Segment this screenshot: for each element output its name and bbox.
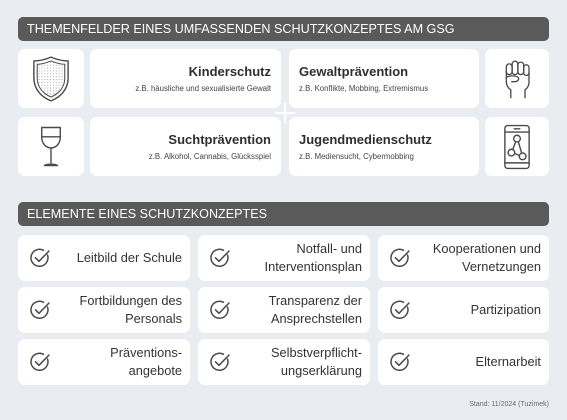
element-card <box>378 339 549 385</box>
field-subtitle: z.B. häusliche und sexualisierte Gewalt <box>135 83 271 93</box>
element-label-line: ungserklärung <box>280 363 362 378</box>
field-card-gewaltpraevention <box>289 49 479 108</box>
field-subtitle: z.B. Konflikte, Mobbing, Extremismus <box>299 83 429 93</box>
element-card <box>198 235 370 281</box>
element-label: Leitbild der Schule <box>76 250 182 265</box>
element-card <box>378 287 549 333</box>
element-label-line: Selbstverpflicht- <box>270 345 362 360</box>
elemente-header: ELEMENTE EINES SCHUTZKONZEPTES <box>18 202 549 226</box>
check-circle-icon <box>389 351 411 373</box>
field-title: Kinderschutz <box>188 63 271 79</box>
wine-glass-icon-card <box>18 117 84 176</box>
element-label-line: Notfall- und <box>296 241 362 256</box>
check-circle-icon <box>29 247 51 269</box>
element-label-line: Präventions- <box>110 345 182 360</box>
element-card <box>18 235 190 281</box>
element-card <box>378 235 549 281</box>
footer-stand: Stand: 11/2024 (Tuzimek) <box>469 401 549 408</box>
fist-icon <box>501 58 533 100</box>
element-card <box>198 287 370 333</box>
check-circle-icon <box>389 247 411 269</box>
element-label-line: Transparenz der <box>268 293 362 308</box>
check-circle-icon <box>209 351 231 373</box>
element-label-line: Kooperationen und <box>432 241 541 256</box>
element-label-line: Interventionsplan <box>264 259 362 274</box>
field-card-kinderschutz <box>90 49 281 108</box>
element-label-line: Ansprechstellen <box>270 311 362 326</box>
element-label-line: Personals <box>125 311 182 326</box>
check-circle-icon <box>29 299 51 321</box>
smartphone-network-icon-card <box>485 117 549 176</box>
element-label-line: Fortbildungen des <box>79 293 182 308</box>
check-circle-icon <box>29 351 51 373</box>
field-subtitle: z.B. Alkohol, Cannabis, Glücksspiel <box>148 151 271 161</box>
field-title: Suchtprävention <box>168 131 271 147</box>
field-title: Jugendmedienschutz <box>299 131 432 147</box>
element-label-line: angebote <box>128 363 182 378</box>
shield-icon <box>32 55 70 103</box>
element-card <box>18 287 190 333</box>
themenfelder-header: THEMENFELDER EINES UMFASSENDEN SCHUTZKONZEPTES AM GSG <box>18 17 549 41</box>
element-label: Partizipation <box>470 302 541 317</box>
element-card <box>18 339 190 385</box>
fist-icon-card <box>485 49 549 108</box>
element-label-line: Vernetzungen <box>462 259 541 274</box>
field-subtitle: z.B. Mediensucht, Cybermobbing <box>299 151 414 161</box>
element-card <box>198 339 370 385</box>
smartphone-network-icon <box>503 123 531 171</box>
check-circle-icon <box>209 247 231 269</box>
field-card-suchtpraevention <box>90 117 281 176</box>
element-label: Elternarbeit <box>475 354 541 369</box>
field-card-jugendmedienschutz <box>289 117 479 176</box>
check-circle-icon <box>209 299 231 321</box>
wine-glass-icon <box>38 125 64 169</box>
field-title: Gewaltprävention <box>299 63 409 79</box>
check-circle-icon <box>389 299 411 321</box>
shield-icon-card <box>18 49 84 108</box>
plus-decoration <box>275 103 295 123</box>
